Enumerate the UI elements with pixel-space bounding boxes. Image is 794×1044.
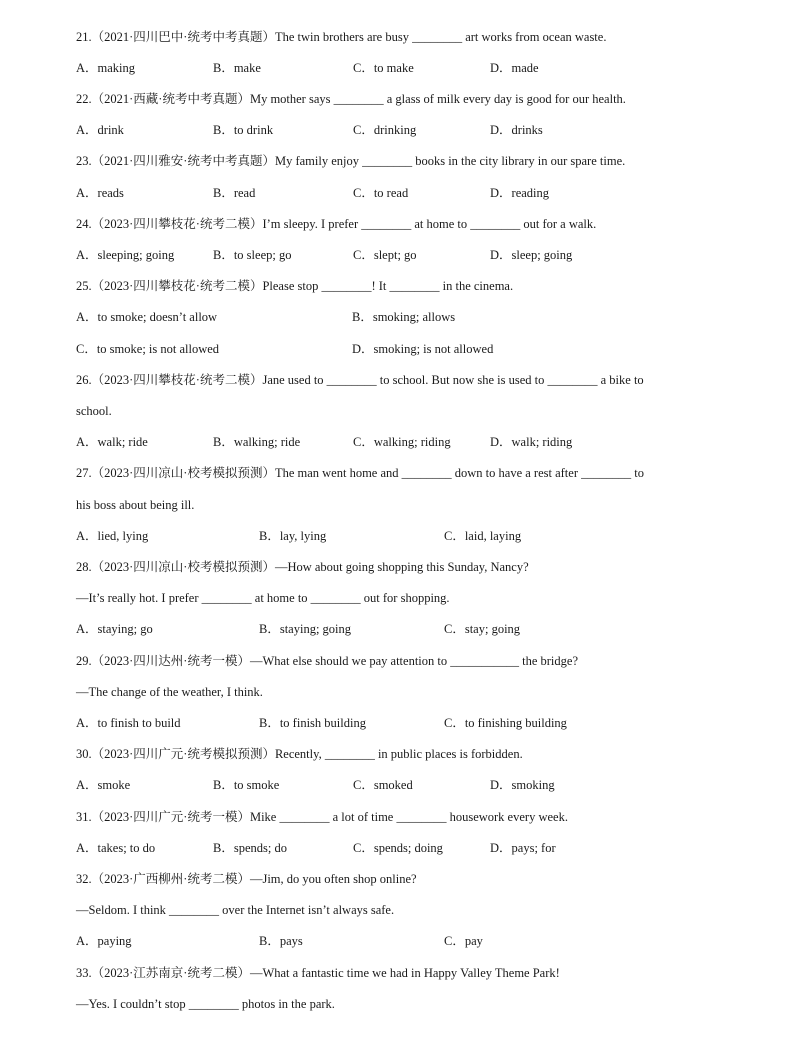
option-c: C．smoked: [353, 778, 413, 792]
option-c: C．pay: [444, 934, 483, 948]
question-32-stem: 32.（2023·广西柳州·统考二模）—Jim, do you often shop online?: [76, 872, 417, 886]
option-d: D．smoking; is not allowed: [352, 342, 494, 356]
question-27-stem: 27.（2023·四川凉山·校考模拟预测）The man went home and ________ down to have a rest after ________ to: [76, 466, 644, 480]
option-a: A．to finish to build: [76, 716, 181, 730]
question-28-stem: 28.（2023·四川凉山·校考模拟预测）—How about going shopping this Sunday, Nancy?: [76, 560, 529, 574]
question-22-options: [76, 121, 726, 139]
option-b: B．to finish building: [259, 716, 366, 730]
option-b: B．pays: [259, 934, 303, 948]
question-28-options: [76, 620, 726, 638]
option-a: A．to smoke; doesn’t allow: [76, 310, 218, 324]
question-26-stem-cont: school.: [76, 404, 112, 418]
option-d: D．reading: [490, 186, 550, 200]
option-b: B．lay, lying: [259, 529, 327, 543]
option-a: A．sleeping; going: [76, 248, 175, 262]
question-21-options: [76, 59, 726, 77]
question-32-stem-cont: —Seldom. I think ________ over the Internet isn’t always safe.: [76, 903, 395, 917]
option-a: A．reads: [76, 186, 124, 200]
option-b: B．smoking; allows: [352, 310, 456, 324]
option-d: D．walk; riding: [490, 435, 573, 449]
option-d: D．sleep; going: [490, 248, 573, 262]
option-b: B．make: [213, 61, 261, 75]
option-c: C．to finishing building: [444, 716, 567, 730]
question-26-options: [76, 433, 726, 451]
question-30-stem: 30.（2023·四川广元·统考模拟预测）Recently, ________ in public places is forbidden.: [76, 747, 523, 761]
option-a: A．takes; to do: [76, 841, 156, 855]
option-c: C．stay; going: [444, 622, 521, 636]
option-b: B．staying; going: [259, 622, 352, 636]
option-b: B．walking; ride: [213, 435, 301, 449]
question-25-options-row2: [76, 340, 726, 358]
option-c: C．drinking: [353, 123, 417, 137]
question-25-stem: 25.（2023·四川攀枝花·统考二模）Please stop ________! It ________ in the cinema.: [76, 279, 514, 293]
option-d: D．pays; for: [490, 841, 556, 855]
option-d: D．drinks: [490, 123, 543, 137]
question-29-stem: 29.（2023·四川达州·统考一模）—What else should we pay attention to ___________ the bridge?: [76, 654, 579, 668]
question-28-stem-cont: —It’s really hot. I prefer ________ at home to ________ out for shopping.: [76, 591, 450, 605]
option-d: D．smoking: [490, 778, 555, 792]
question-27-stem-cont: his boss about being ill.: [76, 498, 195, 512]
option-c: C．spends; doing: [353, 841, 443, 855]
option-a: A．lied, lying: [76, 529, 149, 543]
question-33-stem: 33.（2023·江苏南京·统考二模）—What a fantastic time we had in Happy Valley Theme Park!: [76, 966, 560, 980]
question-23-options: [76, 184, 726, 202]
question-29-stem-cont: —The change of the weather, I think.: [76, 685, 263, 699]
question-31-stem: 31.（2023·四川广元·统考一模）Mike ________ a lot of time ________ housework every week.: [76, 810, 568, 824]
question-33-stem-cont: —Yes. I couldn’t stop ________ photos in the park.: [76, 997, 335, 1011]
option-c: C．slept; go: [353, 248, 417, 262]
question-21-stem: 21.（2021·四川巴中·统考中考真题）The twin brothers are busy ________ art works from ocean waste.: [76, 30, 607, 44]
option-a: A．paying: [76, 934, 132, 948]
option-b: B．to drink: [213, 123, 274, 137]
question-24-options: [76, 246, 726, 264]
option-b: B．to smoke: [213, 778, 280, 792]
option-c: C．to read: [353, 186, 409, 200]
option-d: D．made: [490, 61, 539, 75]
option-a: A．making: [76, 61, 136, 75]
question-22-stem: 22.（2021·西藏·统考中考真题）My mother says ________ a glass of milk every day is good for our health.: [76, 92, 626, 106]
option-b: B．read: [213, 186, 256, 200]
question-27-options: [76, 527, 726, 545]
question-24-stem: 24.（2023·四川攀枝花·统考二模）I’m sleepy. I prefer ________ at home to ________ out for a walk.: [76, 217, 597, 231]
option-c: C．laid, laying: [444, 529, 522, 543]
option-b: B．to sleep; go: [213, 248, 292, 262]
option-b: B．spends; do: [213, 841, 287, 855]
question-32-options: [76, 932, 726, 950]
question-30-options: [76, 776, 726, 794]
question-23-stem: 23.（2021·四川雅安·统考中考真题）My family enjoy ________ books in the city library in our spare time.: [76, 154, 626, 168]
option-a: A．smoke: [76, 778, 131, 792]
option-c: C．walking; riding: [353, 435, 451, 449]
option-a: A．drink: [76, 123, 124, 137]
question-29-options: [76, 714, 726, 732]
question-25-options-row1: [76, 308, 726, 326]
option-c: C．to make: [353, 61, 414, 75]
question-31-options: [76, 839, 726, 857]
option-a: A．walk; ride: [76, 435, 148, 449]
option-a: A．staying; go: [76, 622, 153, 636]
option-c: C．to smoke; is not allowed: [76, 342, 220, 356]
question-26-stem: 26.（2023·四川攀枝花·统考二模）Jane used to ________ to school. But now she is used to ________ a bike to: [76, 373, 644, 387]
